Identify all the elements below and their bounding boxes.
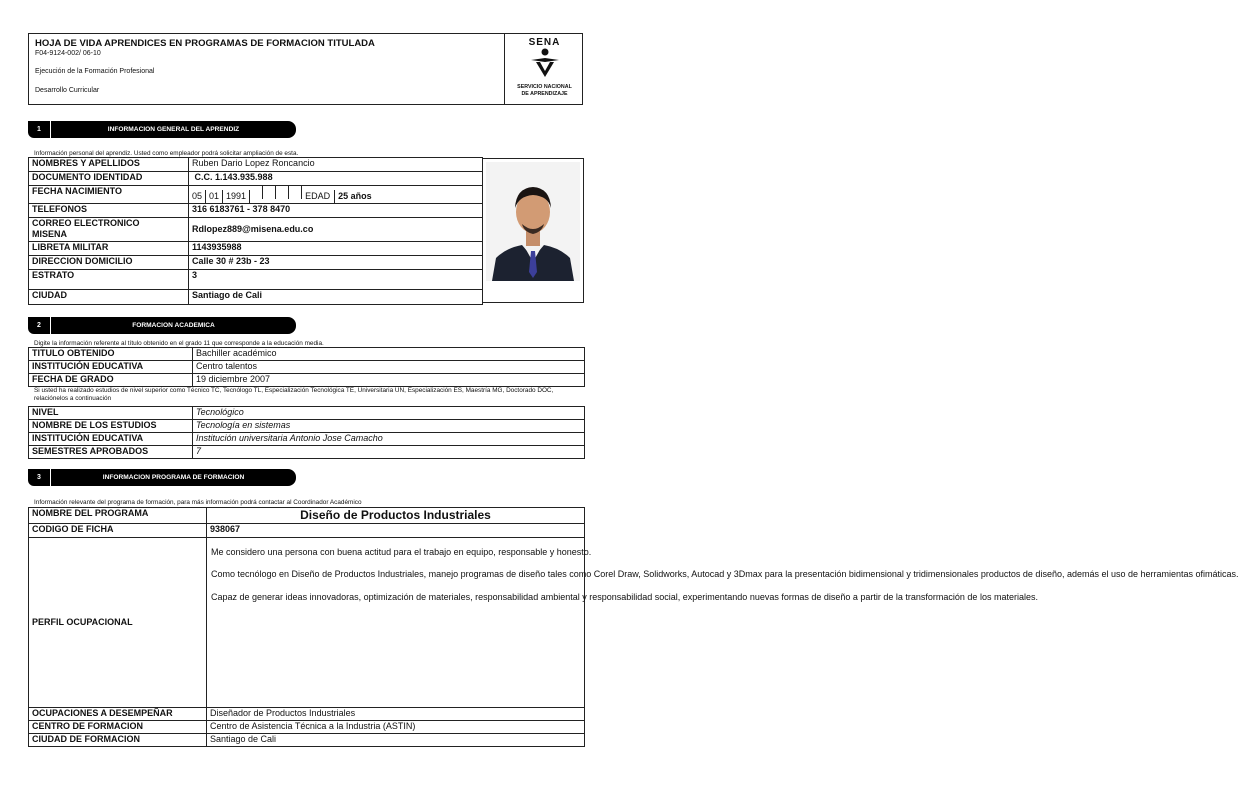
section-number: 3 xyxy=(28,469,50,486)
edad-value: 25 años xyxy=(338,191,372,201)
libreta-label: LIBRETA MILITAR xyxy=(29,242,189,256)
section-3-note: Información relevante del programa de formación, para más información podrá contactar al Coordinador Académico xyxy=(34,499,362,506)
header-text-block xyxy=(29,34,505,104)
ciudad-label: CIUDAD xyxy=(29,290,189,305)
correo-label-line-2: MISENA xyxy=(32,229,68,239)
table-row xyxy=(29,734,585,747)
institucion-2-label: INSTITUCIÓN EDUCATIVA xyxy=(29,433,193,446)
documento-label: DOCUMENTO IDENTIDAD xyxy=(29,172,189,186)
table-row xyxy=(29,361,585,374)
ciudad-formacion-label: CIUDAD DE FORMACION xyxy=(29,734,207,747)
date-spacer xyxy=(276,186,289,199)
correo-label xyxy=(29,218,189,242)
section-title: INFORMACION PROGRAMA DE FORMACION xyxy=(51,469,296,486)
fecha-value xyxy=(189,186,483,204)
applicant-photo xyxy=(486,162,580,281)
libreta-value: 1143935988 xyxy=(189,242,483,256)
fecha-label: FECHA NACIMIENTO xyxy=(29,186,189,204)
direccion-value: Calle 30 # 23b - 23 xyxy=(189,256,483,270)
person-portrait-icon xyxy=(486,162,580,281)
photo-cell xyxy=(482,158,584,303)
logo-caption-1: SERVICIO NACIONAL xyxy=(517,84,572,90)
general-info-table xyxy=(28,157,483,305)
programa-label: NOMBRE DEL PROGRAMA xyxy=(29,508,207,524)
nivel-label: NIVEL xyxy=(29,407,193,420)
section-title: INFORMACION GENERAL DEL APRENDIZ xyxy=(51,121,296,138)
section-1-note: Información personal del aprendiz. Usted como empleador podrá solicitar ampliación de esta. xyxy=(34,150,299,157)
estrato-label: ESTRATO xyxy=(29,270,189,290)
table-row xyxy=(29,433,585,446)
section-number: 2 xyxy=(28,317,50,334)
documento-value xyxy=(189,172,483,186)
titulo-value: Bachiller académico xyxy=(193,348,585,361)
table-row xyxy=(29,348,585,361)
birth-month: 01 xyxy=(206,190,223,203)
academic-table xyxy=(28,347,585,387)
perfil-label: PERFIL OCUPACIONAL xyxy=(29,538,207,708)
header-line-1: Ejecución de la Formación Profesional xyxy=(35,68,155,75)
documento-number: C.C. 1.143.935.988 xyxy=(194,172,273,182)
sena-emblem-icon xyxy=(528,48,562,78)
semestres-value: 7 xyxy=(193,446,585,459)
semestres-label: SEMESTRES APROBADOS xyxy=(29,446,193,459)
table-row xyxy=(29,508,585,524)
table-row xyxy=(29,242,483,256)
correo-value: Rdlopez889@misena.edu.co xyxy=(189,218,483,242)
table-row xyxy=(29,374,585,387)
table-row xyxy=(29,256,483,270)
document-title: HOJA DE VIDA APRENDICES EN PROGRAMAS DE FORMACION TITULADA xyxy=(35,38,375,49)
section-title: FORMACION ACADEMICA xyxy=(51,317,296,334)
table-row xyxy=(29,158,483,172)
perfil-value xyxy=(207,538,1239,708)
estudios-value: Tecnología en sistemas xyxy=(193,420,585,433)
table-row xyxy=(29,290,483,305)
header-line-2: Desarrollo Curricular xyxy=(35,87,100,94)
document-code: F04-9124-002/ 06-10 xyxy=(35,50,101,57)
titulo-label: TITULO OBTENIDO xyxy=(29,348,193,361)
fecha-grado-label: FECHA DE GRADO xyxy=(29,374,193,387)
estudios-label: NOMBRE DE LOS ESTUDIOS xyxy=(29,420,193,433)
document-header xyxy=(28,33,583,105)
section-3-banner xyxy=(28,469,296,486)
date-spacer xyxy=(263,186,276,199)
ficha-value: 938067 xyxy=(207,524,585,538)
logo-caption-2: DE APRENDIZAJE xyxy=(521,91,568,98)
table-row xyxy=(29,721,585,734)
ciudad-value: Santiago de Cali xyxy=(189,290,483,305)
date-spacer xyxy=(250,186,263,199)
table-row xyxy=(29,218,483,242)
section-1-banner xyxy=(28,121,296,138)
ciudad-formacion-value: Santiago de Cali xyxy=(207,734,585,747)
birth-year: 1991 xyxy=(223,190,250,203)
institucion-2-value: Institución universitaria Antonio Jose Camacho xyxy=(193,433,585,446)
table-row xyxy=(29,538,585,708)
section-2-note-2: Si usted ha realizado estudios de nivel superior como Técnico TC, Tecnólogo TL, Especialización Tecnológica TE, Universitaria UN, Especialización ES, Maestría MG, Doctorado DOC, relaciónelos a continuación xyxy=(34,387,554,402)
nivel-value: Tecnológico xyxy=(193,407,585,420)
nombres-value: Ruben Dario Lopez Roncancio xyxy=(189,158,483,172)
ocupaciones-label: OCUPACIONES A DESEMPEÑAR xyxy=(29,708,207,721)
correo-label-line-1: CORREO ELECTRONICO xyxy=(32,218,140,228)
perfil-paragraph-2: Como tecnólogo en Diseño de Productos Industriales, manejo programas de diseño tales como Corel Draw, Solidworks, Autocad y 3Dmax para la presentación bidimensional y tridimensionales productos de diseño, además el uso de herramientas ofimáticas. xyxy=(211,569,1239,580)
institucion-label: INSTITUCIÓN EDUCATIVA xyxy=(29,361,193,374)
logo-word: SENA xyxy=(528,37,561,48)
estrato-value: 3 xyxy=(189,270,483,290)
edad-label: EDAD xyxy=(302,190,335,203)
perfil-paragraph-1: Me considero una persona con buena actitud para el trabajo en equipo, responsable y honesto. xyxy=(211,547,592,557)
telefonos-value: 316 6183761 - 378 8470 xyxy=(189,204,483,218)
table-row xyxy=(29,270,483,290)
centro-label: CENTRO DE FORMACION xyxy=(29,721,207,734)
table-row xyxy=(29,186,483,204)
program-table xyxy=(28,507,1239,747)
date-spacer xyxy=(289,186,302,199)
perfil-paragraph-3: Capaz de generar ideas innovadoras, optimización de materiales, responsabilidad ambiental y responsabilidad social, experimentando nuevas formas de diseño a partir de la transformación de los materiales. xyxy=(211,591,1038,602)
ocupaciones-value: Diseñador de Productos Industriales xyxy=(207,708,585,721)
institucion-value: Centro talentos xyxy=(193,361,585,374)
nombres-label: NOMBRES Y APELLIDOS xyxy=(29,158,189,172)
ficha-label: CODIGO DE FICHA xyxy=(29,524,207,538)
table-row xyxy=(29,708,585,721)
centro-value: Centro de Asistencia Técnica a la Industria (ASTIN) xyxy=(207,721,585,734)
table-row xyxy=(29,420,585,433)
telefonos-label: TELEFONOS xyxy=(29,204,189,218)
fecha-grado-value: 19 diciembre 2007 xyxy=(193,374,585,387)
birth-day: 05 xyxy=(189,190,206,203)
table-row xyxy=(29,446,585,459)
programa-value: Diseño de Productos Industriales xyxy=(207,508,585,524)
table-row xyxy=(29,407,585,420)
sena-logo xyxy=(507,36,582,102)
section-2-note: Digite la información referente al título obtenido en el grado 11 que corresponde a la educación media. xyxy=(34,340,324,347)
direccion-label: DIRECCION DOMICILIO xyxy=(29,256,189,270)
section-number: 1 xyxy=(28,121,50,138)
higher-studies-table xyxy=(28,406,585,459)
table-row xyxy=(29,172,483,186)
table-row xyxy=(29,204,483,218)
table-row xyxy=(29,524,585,538)
section-2-banner xyxy=(28,317,296,334)
